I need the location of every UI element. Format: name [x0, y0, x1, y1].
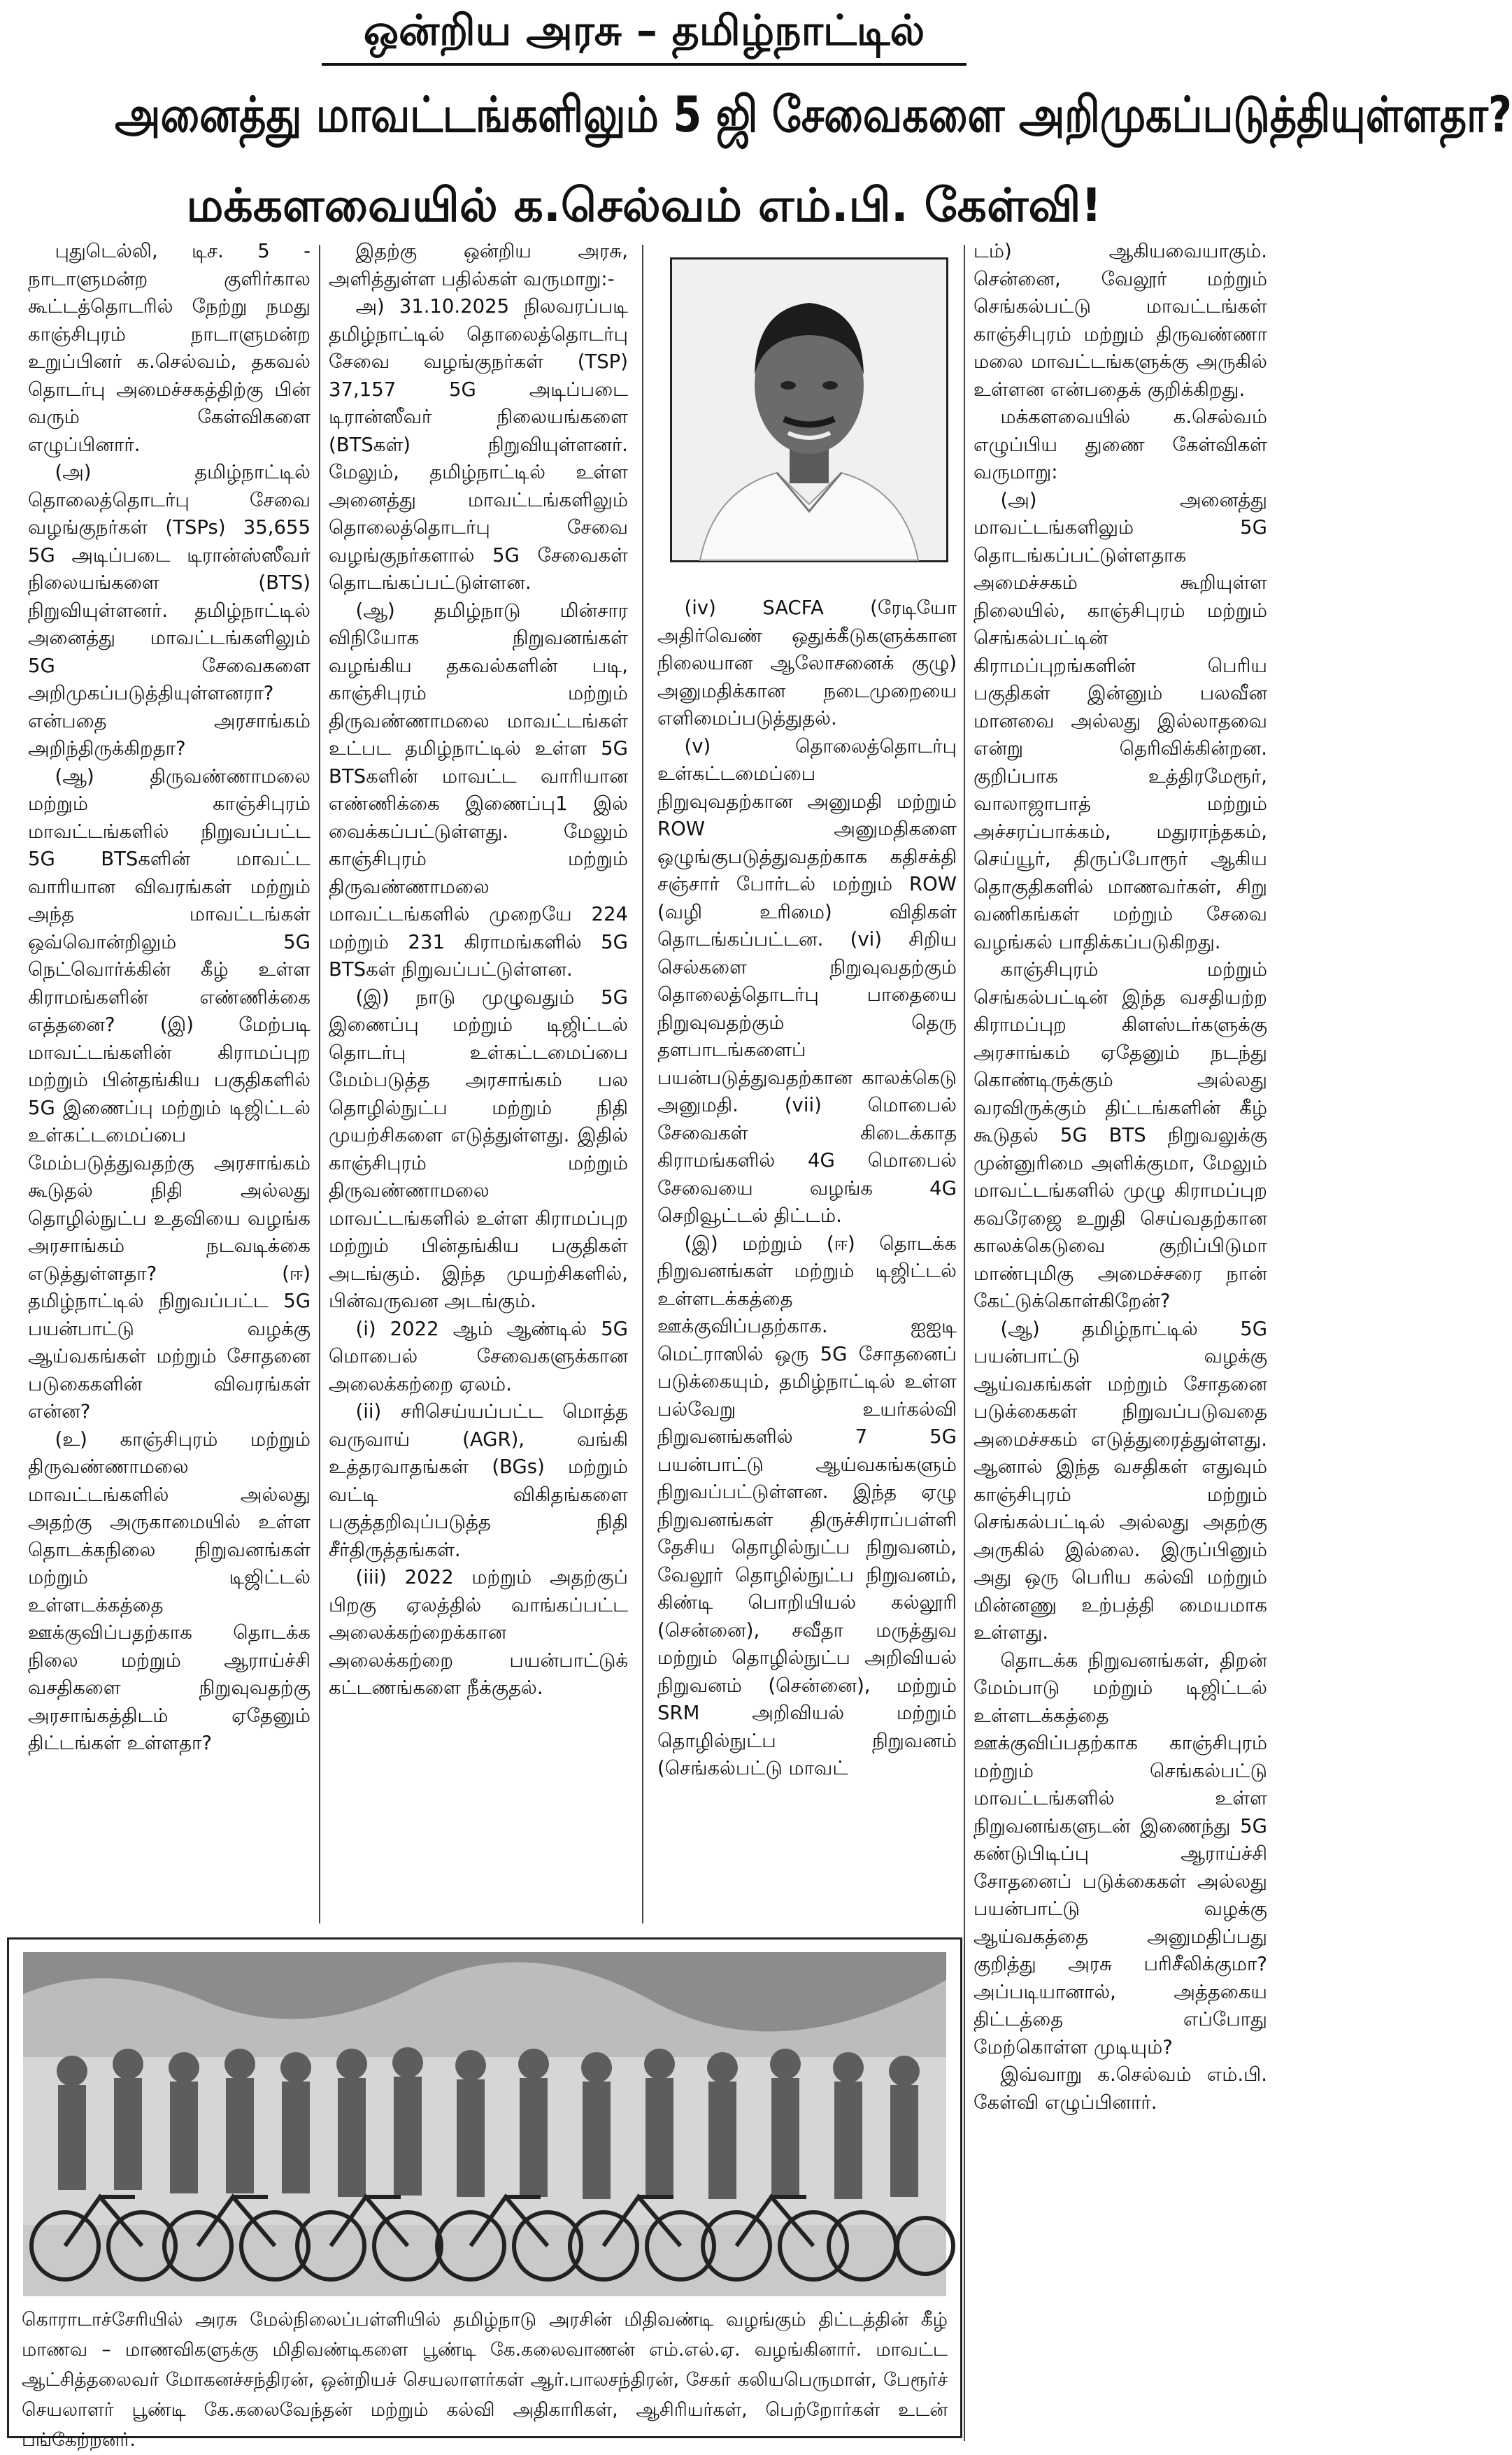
column-1-paragraph: (உ) காஞ்சிபுரம் மற்றும் திருவண்ணாமலை மாவட்டங்களில் அல்லது அதற்கு அருகாமையில் உள்ள தொடக்கநிலை நிறுவனங்கள் மற்றும் டிஜிட்டல் உள்ளடக்கத்தை ஊக்குவிப்பதற்காக தொடக்க நிலை மற்றும் ஆராய்ச்சி வசதிகளை நிறுவுவதற்கு அரசாங்கத்திடம் ஏதேனும் திட்டங்கள் உள்ளதா? — [28, 1428, 311, 1754]
column-1-paragraph: புதுடெல்லி, டிச. 5 - நாடாளுமன்ற குளிர்கால கூட்டத்தொடரில் நேற்று நமது காஞ்சிபுரம் நாடாளுமன்ற உறுப்பினர் க.செல்வம், தகவல் தொடர்பு அமைச்சகத்திற்கு பின் வரும் கேள்விகளை எழுப்பினார். — [28, 240, 311, 456]
column-4-paragraph: (ஆ) தமிழ்நாட்டில் 5G பயன்பாட்டு வழக்கு ஆய்வகங்கள் மற்றும் சோதனை படுக்கைகள் நிறுவப்படுவதை அமைச்சகம் எடுத்துரைத்துள்ளது. ஆனால் இந்த வசதிகள் எதுவும் காஞ்சிபுரம் மற்றும் செங்கல்பட்டில் அல்லது அதற்கு அருகில் இல்லை. இருப்பினும் அது ஒரு பெரிய கல்வி மற்றும் மின்னணு உற்பத்தி மையமாக உள்ளது. — [973, 1317, 1267, 1644]
kicker-underline — [322, 63, 967, 66]
column-4-paragraph: (அ) அனைத்து மாவட்டங்களிலும் 5G தொடங்கப்பட்டுள்ளதாக அமைச்சகம் கூறியுள்ள நிலையில், காஞ்சிபுரம் மற்றும் செங்கல்பட்டின் கிராமப்புறங்களின் பெரிய பகுதிகள் இன்னும் பலவீன மானவை அல்லது இல்லாதவை என்று தெரிவிக்கின்றன. குறிப்பாக உத்திரமேரூர், வாலாஜாபாத் மற்றும் அச்சரப்பாக்கம், மதுராந்தகம், செய்யூர், திருப்போரூர் ஆகிய தொகுதிகளில் மாணவர்கள், சிறு வணிகங்கள் மற்றும் சேவை வழங்கல் பாதிக்கப்படுகிறது. — [973, 488, 1267, 953]
column-2-paragraph: (இ) நாடு முழுவதும் 5G இணைப்பு மற்றும் டிஜிட்டல் தொடர்பு உள்கட்டமைப்பை மேம்படுத்த அரசாங்கம் பல தொழில்நுட்ப மற்றும் நிதி முயற்சிகளை எடுத்துள்ளது. இதில் காஞ்சிபுரம் மற்றும் திருவண்ணாமலை மாவட்டங்களில் உள்ள கிராமப்புற மற்றும் பின்தங்கிய பகுதிகள் அடங்கும். இந்த முயற்சிகளில், பின்வருவன அடங்கும். — [329, 985, 628, 1312]
mp-portrait-photo — [670, 257, 948, 562]
column-2-paragraph: (iii) 2022 மற்றும் அதற்குப் பிறகு ஏலத்தில் வாங்கப்பட்ட அலைக்கற்றைக்கான அலைக்கற்றை பயன்பாட்டுக் கட்டணங்களை நீக்குதல். — [329, 1566, 628, 1699]
column-3-paragraph: (இ) மற்றும் (ஈ) தொடக்க நிறுவனங்கள் மற்றும் டிஜிட்டல் உள்ளடக்கத்தை ஊக்குவிப்பதற்காக. ஐஐடி மெட்ராஸில் ஒரு 5G சோதனைப் படுக்கையும், தமிழ்நாட்டில் உள்ள பல்வேறு உயர்கல்வி நிறுவனங்களில் 7 5G பயன்பாட்டு ஆய்வகங்களும் நிறுவப்பட்டுள்ளன. இந்த ஏழு நிறுவனங்கள் திருச்சிராப்பள்ளி தேசிய தொழில்நுட்ப நிறுவனம், வேலூர் தொழில்நுட்ப நிறுவனம், கிண்டி பொறியியல் கல்லூரி (சென்னை), சவீதா மருத்துவ மற்றும் தொழில்நுட்ப அறிவியல் நிறுவனம் (சென்னை), மற்றும் SRM அறிவியல் மற்றும் தொழில்நுட்ப நிறுவனம் (செங்கல்பட்டு மாவட் — [657, 1232, 957, 1779]
column-2-paragraph: (ii) சரிசெய்யப்பட்ட மொத்த வருவாய் (AGR), வங்கி உத்தரவாதங்கள் (BGs) மற்றும் வட்டி விகிதங்களை பகுத்தறிவுப்படுத்த நிதி சீர்திருத்தங்கள். — [329, 1400, 628, 1561]
column-divider — [642, 245, 643, 1923]
article-column-2 — [329, 238, 628, 1923]
column-3-paragraph: (iv) SACFA (ரேடியோ அதிர்வெண் ஒதுக்கீடுகளுக்கான நிலையான ஆலோசனைக் குழு) அனுமதிக்கான நடைமுறையை எளிமைப்படுத்துதல். — [657, 597, 957, 730]
article-kicker: ஒன்றிய அரசு – தமிழ்நாட்டில் — [363, 6, 925, 55]
column-2-paragraph: (ஆ) தமிழ்நாடு மின்சார விநியோக நிறுவனங்கள் வழங்கிய தகவல்களின் படி, காஞ்சிபுரம் மற்றும் திருவண்ணாமலை மாவட்டங்கள் உட்பட தமிழ்நாட்டில் உள்ள 5G BTSகளின் மாவட்ட வாரியான எண்ணிக்கை இணைப்பு1 இல் வைக்கப்பட்டுள்ளது. மேலும் காஞ்சிபுரம் மற்றும் திருவண்ணாமலை மாவட்டங்களில் முறையே 224 மற்றும் 231 கிராமங்களில் 5G BTSகள் நிறுவப்பட்டுள்ளன. — [329, 599, 628, 981]
column-2-paragraph: அ) 31.10.2025 நிலவரப்படி தமிழ்நாட்டில் தொலைத்தொடர்பு சேவை வழங்குநர்கள் (TSP) 37,157 5G அடிப்படை டிரான்ஸீவர் நிலையங்களை (BTSகள்) நிறுவியுள்ளனர். மேலும், தமிழ்நாட்டில் உள்ள அனைத்து மாவட்டங்களிலும் தொலைத்தொடர்பு சேவை வழங்குநர்களால் 5G சேவைகள் தொடங்கப்பட்டுள்ளன. — [329, 295, 628, 594]
column-4-paragraph: தொடக்க நிறுவனங்கள், திறன் மேம்பாடு மற்றும் டிஜிட்டல் உள்ளடக்கத்தை ஊக்குவிப்பதற்காக காஞ்சிபுரம் மற்றும் செங்கல்பட்டு மாவட்டங்களில் உள்ள நிறுவனங்களுடன் இணைந்து 5G கண்டுபிடிப்பு ஆராய்ச்சி சோதனைப் படுக்கைகள் அல்லது பயன்பாட்டு வழக்கு ஆய்வகத்தை அனுமதிப்பது குறித்து அரசு பரிசீலிக்குமா? அப்படியானால், அத்தகைய திட்டத்தை எப்போது மேற்கொள்ள முடியும்? — [973, 1649, 1267, 2058]
column-4-paragraph: இவ்வாறு க.செல்வம் எம்.பி. கேள்வி எழுப்பினார். — [973, 2063, 1267, 2114]
column-divider — [319, 245, 320, 1923]
column-4-paragraph: மக்களவையில் க.செல்வம் எழுப்பிய துணை கேள்விகள் வருமாறு: — [973, 406, 1267, 483]
column-4-paragraph: காஞ்சிபுரம் மற்றும் செங்கல்பட்டின் இந்த வசதியற்ற கிராமப்புற கிளஸ்டர்களுக்கு அரசாங்கம் ஏதேனும் நடந்து கொண்டிருக்கும் அல்லது வரவிருக்கும் திட்டங்களின் கீழ் கூடுதல் 5G BTS நிறுவலுக்கு முன்னுரிமை அளிக்குமா, மேலும் மாவட்டங்களில் முழு கிராமப்புற கவரேஜை உறுதி செய்வதற்கான காலக்கெடுவை குறிப்பிடுமா மாண்புமிகு அமைச்சரை நான் கேட்டுக்கொள்கிறேன்? — [973, 958, 1267, 1312]
column-1-paragraph: (ஆ) திருவண்ணாமலை மற்றும் காஞ்சிபுரம் மாவட்டங்களில் நிறுவப்பட்ட 5G BTSகளின் மாவட்ட வாரியான விவரங்கள் மற்றும் அந்த மாவட்டங்கள் ஒவ்வொன்றிலும் 5G நெட்வொர்க்கின் கீழ் உள்ள கிராமங்களின் எண்ணிக்கை எத்தனை? (இ) மேற்படி மாவட்டங்களின் கிராமப்புற மற்றும் பின்தங்கிய பகுதிகளில் 5G இணைப்பு மற்றும் டிஜிட்டல் உள்கட்டமைப்பை மேம்படுத்துவதற்கு அரசாங்கம் கூடுதல் நிதி அல்லது தொழில்நுட்ப உதவியை வழங்க அரசாங்கம் நடவடிக்கை எடுத்துள்ளதா? (ஈ) தமிழ்நாட்டில் நிறுவப்பட்ட 5G பயன்பாட்டு வழக்கு ஆய்வகங்கள் மற்றும் சோதனை படுகைகளின் விவரங்கள் என்ன? — [28, 764, 311, 1423]
article-column-1 — [28, 238, 311, 1923]
bicycle-distribution-illustration — [23, 1952, 946, 2296]
article-column-3 — [657, 595, 957, 1923]
column-2-paragraph: இதற்கு ஒன்றிய அரசு, அளித்துள்ள பதில்கள் வருமாறு:- — [329, 240, 628, 290]
article-column-4 — [973, 238, 1267, 2441]
column-3-paragraph: (v) தொலைத்தொடர்பு உள்கட்டமைப்பை நிறுவுவதற்கான அனுமதி மற்றும் ROW அனுமதிகளை ஒழுங்குபடுத்துவதற்காக கதிசக்தி சஞ்சார் போர்டல் மற்றும் ROW (வழி உரிமை) விதிகள் தொடங்கப்பட்டன. (vi) சிறிய செல்களை நிறுவுவதற்கும் தொலைத்தொடர்பு பாதையை நிறுவுவதற்கும் தெரு தளபாடங்களைப் பயன்படுத்துவதற்கான காலக்கெடு அனுமதி. (vii) மொபைல் சேவைகள் கிடைக்காத கிராமங்களில் 4G மொபைல் சேவையை வழங்க 4G செறிவூட்டல் திட்டம். — [657, 734, 957, 1227]
bicycle-event-photo — [23, 1952, 946, 2296]
portrait-illustration — [672, 259, 946, 560]
article-subhead: மக்களவையில் க.செல்வம் எம்.பி. கேள்வி! — [186, 178, 1102, 232]
bicycle-event-photo-box — [7, 1937, 962, 2451]
photo-caption: கொராடாச்சேரியில் அரசு மேல்நிலைப்பள்ளியில் தமிழ்நாடு அரசின் மிதிவண்டி வழங்கும் திட்டத்தின் கீழ் மாணவ – மாணவிகளுக்கு மிதிவண்டிகளை பூண்டி கே.கலைவாணன் எம்.எல்.ஏ. வழங்கினார். மாவட்ட ஆட்சித்தலைவர் மோகனச்சந்திரன், ஒன்றியச் செயலாளர்கள் ஆர்.பாலசந்திரன், சேகர் கலியபெருமாள், பேரூர்ச் செயலாளர் பூண்டி கே.கலைவேந்தன் மற்றும் கல்வி அதிகாரிகள், ஆசிரியர்கள், பெற்றோர்கள் உடன் பங்கேற்றனர். — [22, 2309, 948, 2451]
column-divider — [964, 245, 965, 2441]
article-headline: அனைத்து மாவட்டங்களிலும் 5 ஜி சேவைகளை அறிமுகப்படுத்தியுள்ளதா? — [115, 86, 1512, 143]
column-2-paragraph: (i) 2022 ஆம் ஆண்டில் 5G மொபைல் சேவைகளுக்கான அலைக்கற்றை ஏலம். — [329, 1317, 628, 1395]
column-4-paragraph: டம்) ஆகியவையாகும். சென்னை, வேலூர் மற்றும் செங்கல்பட்டு மாவட்டங்கள் காஞ்சிபுரம் மற்றும் திருவண்ணா மலை மாவட்டங்களுக்கு அருகில் உள்ளன என்பதைக் குறிக்கிறது. — [973, 240, 1267, 401]
column-1-paragraph: (அ) தமிழ்நாட்டில் தொலைத்தொடர்பு சேவை வழங்குநர்கள் (TSPs) 35,655 5G அடிப்படை டிரான்ஸ்ஸீவர் நிலையங்களை (BTS) நிறுவியுள்ளனர். தமிழ்நாட்டில் அனைத்து மாவட்டங்களிலும் 5G சேவைகளை அறிமுகப்படுத்தியுள்ளனரா? என்பதை அரசாங்கம் அறிந்திருக்கிறதா? — [28, 461, 311, 760]
